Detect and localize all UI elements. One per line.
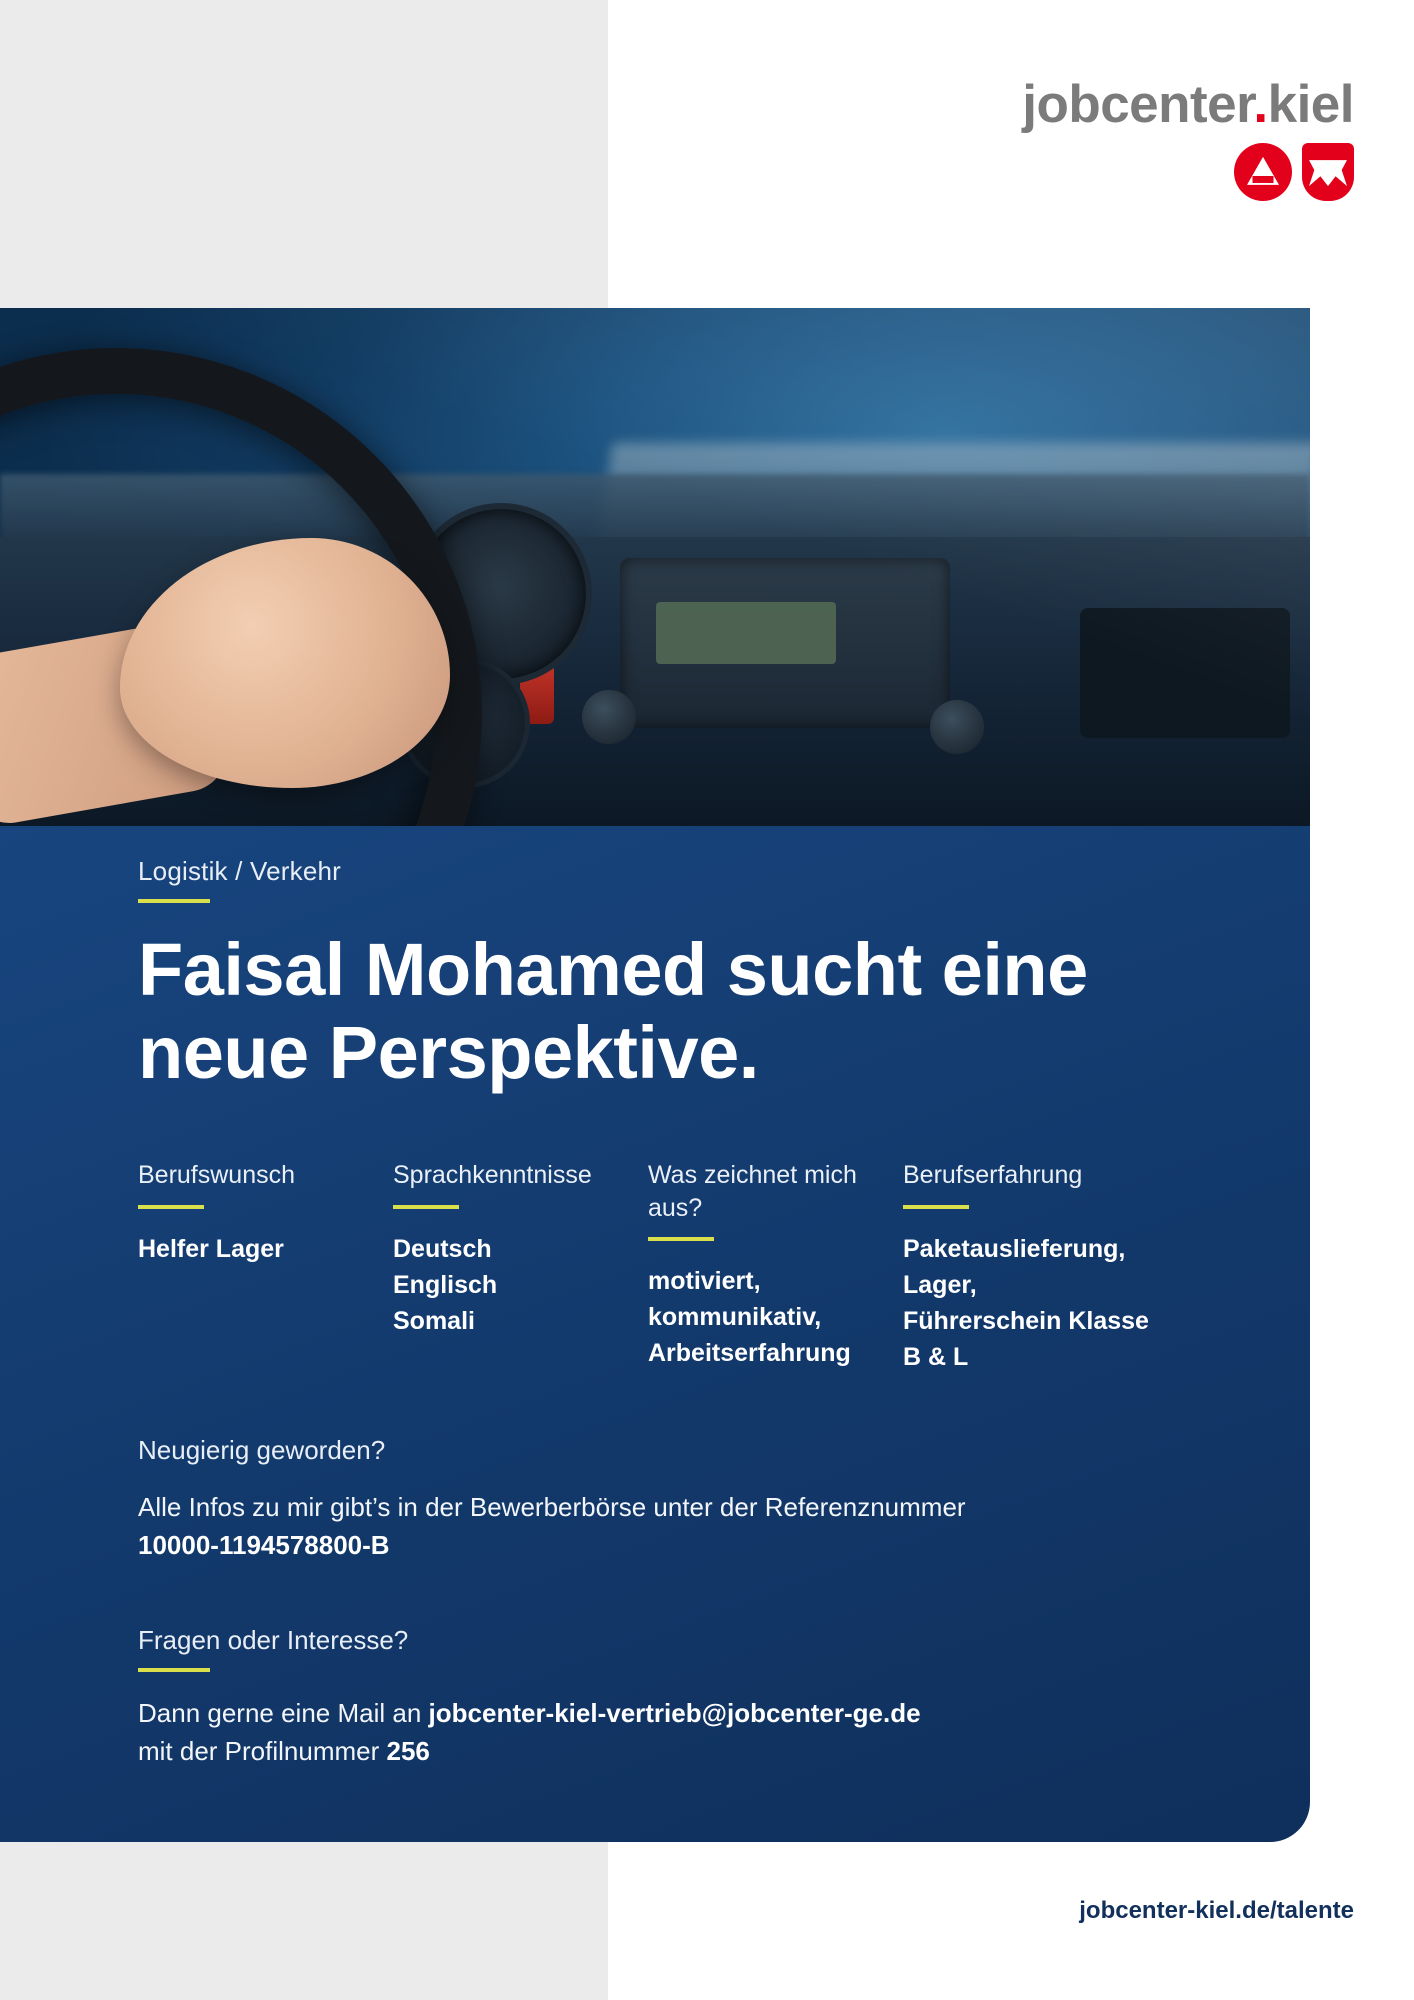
logo-word-kiel: kiel [1267, 75, 1354, 134]
contact-email[interactable]: jobcenter-kiel-vertrieb@jobcenter-ge.de [428, 1697, 921, 1728]
contact-text [138, 1694, 1250, 1771]
column-accent-rule [138, 1205, 204, 1209]
contact-text-prefix: Dann gerne eine Mail an [138, 1697, 429, 1728]
column-sprachkenntnisse [393, 1159, 648, 1375]
hero-knob-left [582, 690, 636, 744]
column-items [393, 1231, 618, 1339]
column-items [903, 1231, 1223, 1375]
footer-website-url[interactable]: jobcenter-kiel.de/talente [1079, 1897, 1354, 1924]
list-item: kommunikativ, [648, 1302, 822, 1331]
column-berufserfahrung [903, 1159, 1223, 1375]
list-item: Lager, [903, 1270, 977, 1299]
list-item: Englisch [393, 1270, 498, 1299]
column-items [648, 1263, 873, 1371]
column-accent-rule [648, 1237, 714, 1241]
list-item: Deutsch [393, 1234, 492, 1263]
list-item: Arbeitserfahrung [648, 1338, 851, 1367]
curious-text-prefix: Alle Infos zu mir gibt’s in der Bewerberbörse unter der Referenznummer [138, 1491, 966, 1522]
column-title: Berufserfahrung [903, 1160, 1083, 1189]
category-kicker: Logistik / Verkehr [138, 856, 342, 886]
column-title: Was zeichnet mich aus? [648, 1160, 857, 1222]
curious-lead: Neugierig geworden? [138, 1434, 386, 1465]
logo-dot: . [1253, 75, 1268, 134]
ba-bar-shape [1253, 176, 1274, 183]
list-item: Somali [393, 1306, 475, 1335]
hero-knob-right [930, 700, 984, 754]
hero-car-radio [620, 558, 950, 728]
column-accent-rule [903, 1205, 969, 1209]
profile-columns [138, 1159, 1250, 1375]
hero-air-vent [1080, 608, 1290, 738]
page-title: Faisal Mohamed sucht eine neue Perspektive. [138, 928, 1088, 1094]
content-panel [0, 826, 1310, 1842]
profile-number: 256 [386, 1736, 430, 1767]
list-item: B & L [903, 1342, 969, 1371]
contact-accent-rule [138, 1668, 210, 1672]
logo-wordmark [1022, 75, 1354, 134]
curious-block [138, 1435, 1250, 1565]
kiel-coat-of-arms-icon [1302, 143, 1354, 201]
contact-lead: Fragen oder Interesse? [138, 1624, 409, 1655]
list-item: motiviert, [648, 1266, 761, 1295]
content-inner [138, 826, 1250, 1771]
curious-text [138, 1488, 1250, 1565]
list-item: Helfer Lager [138, 1234, 284, 1263]
logo-word-jobcenter: jobcenter [1022, 75, 1254, 134]
column-berufswunsch [138, 1159, 393, 1375]
column-items [138, 1231, 363, 1267]
column-title: Sprachkenntnisse [393, 1160, 592, 1189]
column-was-zeichnet-mich-aus [648, 1159, 903, 1375]
list-item: Führerschein Klasse [903, 1306, 1149, 1335]
hero-radio-display [656, 602, 836, 664]
hero-photo [0, 308, 1310, 828]
nettle-leaf-shape [1309, 160, 1347, 186]
bundesagentur-fuer-arbeit-icon [1234, 143, 1292, 201]
contact-text-middle: mit der Profilnummer [138, 1736, 387, 1767]
reference-number: 10000-1194578800-B [138, 1530, 390, 1561]
column-title: Berufswunsch [138, 1160, 296, 1189]
jobcenter-kiel-logo [1022, 75, 1354, 201]
list-item: Paketauslieferung, [903, 1234, 1126, 1263]
logo-marks [1022, 143, 1354, 201]
column-accent-rule [393, 1205, 459, 1209]
contact-block [138, 1625, 1250, 1771]
kicker-accent-rule [138, 899, 210, 903]
